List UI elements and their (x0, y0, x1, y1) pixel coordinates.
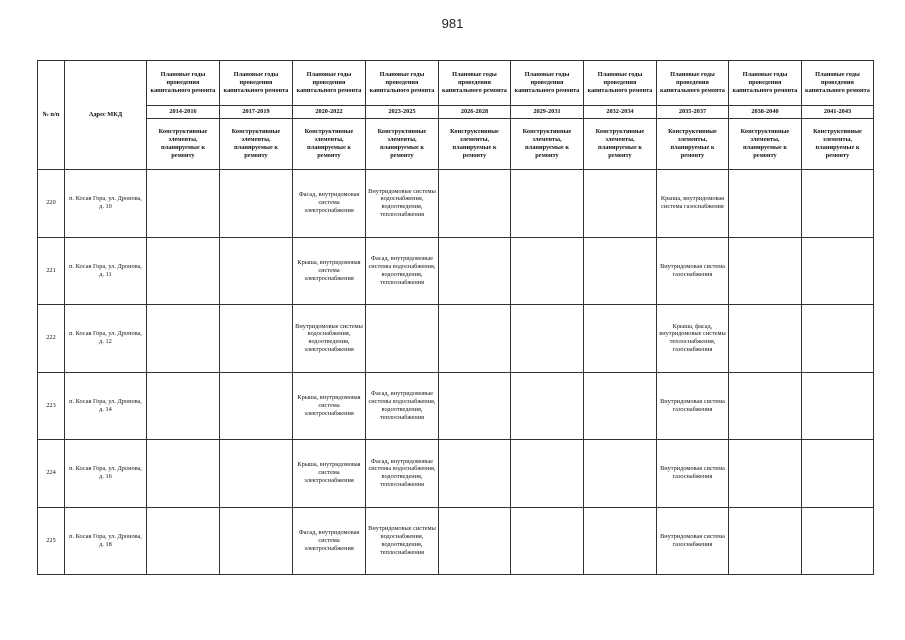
header-period: Плановые годы проведения капитального ремонта (657, 61, 729, 106)
table-row (38, 440, 874, 508)
cell-works (511, 305, 584, 373)
row-address: п. Косая Гора, ул. Дронова, д. 12 (65, 305, 147, 373)
cell-works (439, 305, 511, 373)
row-address: п. Косая Гора, ул. Дронова, д. 18 (65, 507, 147, 575)
row-address: п. Косая Гора, ул. Дронова, д. 14 (65, 372, 147, 440)
cell-works (802, 170, 874, 238)
row-address: п. Косая Гора, ул. Дронова, д. 16 (65, 440, 147, 508)
cell-works: Внутридомовые системы водоснабжения, водоотведения, электроснабжения (293, 305, 366, 373)
cell-works (511, 237, 584, 305)
cell-works (802, 440, 874, 508)
header-elements: Конструктивные элементы, планируемые к ремонту (366, 119, 439, 170)
header-elements: Конструктивные элементы, планируемые к ремонту (147, 119, 220, 170)
cell-works (147, 305, 220, 373)
row-number: 225 (38, 507, 65, 575)
cell-works: Внутридомовая система газоснабжения (657, 440, 729, 508)
cell-works (439, 170, 511, 238)
table-row (38, 170, 874, 238)
cell-works: Крыша, внутридомовая система газоснабжения (657, 170, 729, 238)
header-row-period (38, 61, 874, 106)
header-elements: Конструктивные элементы, планируемые к ремонту (293, 119, 366, 170)
cell-works (584, 237, 657, 305)
row-number: 220 (38, 170, 65, 238)
cell-works (147, 372, 220, 440)
cell-works (220, 237, 293, 305)
cell-works (439, 237, 511, 305)
header-elements: Конструктивные элементы, планируемые к ремонту (729, 119, 802, 170)
header-row-elements (38, 119, 874, 170)
header-elements: Конструктивные элементы, планируемые к ремонту (220, 119, 293, 170)
cell-works (584, 507, 657, 575)
cell-works (147, 237, 220, 305)
cell-works: Крыша, фасад, внутридомовые системы теплоснабжения, газоснабжения (657, 305, 729, 373)
cell-works: Крыша, внутридомовая система электроснабжения (293, 372, 366, 440)
table-row (38, 372, 874, 440)
cell-works: Внутридомовая система газоснабжения (657, 237, 729, 305)
header-period: Плановые годы проведения капитального ремонта (802, 61, 874, 106)
header-period: Плановые годы проведения капитального ремонта (729, 61, 802, 106)
cell-works (802, 507, 874, 575)
cell-works (147, 507, 220, 575)
cell-works (729, 440, 802, 508)
cell-works (220, 305, 293, 373)
header-elements: Конструктивные элементы, планируемые к ремонту (802, 119, 874, 170)
header-year-range: 2029-2031 (511, 106, 584, 119)
cell-works (584, 372, 657, 440)
cell-works (802, 237, 874, 305)
row-number: 221 (38, 237, 65, 305)
cell-works (584, 440, 657, 508)
cell-works: Внутридомовая система газоснабжения (657, 507, 729, 575)
cell-works (439, 372, 511, 440)
page-number: 981 (441, 16, 464, 31)
cell-works: Фасад, внутридомовая система электроснабжения (293, 170, 366, 238)
cell-works (511, 372, 584, 440)
row-address: п. Косая Гора, ул. Дронова, д. 11 (65, 237, 147, 305)
cell-works (729, 170, 802, 238)
cell-works (511, 440, 584, 508)
cell-works (220, 372, 293, 440)
header-year-range: 2035-2037 (657, 106, 729, 119)
cell-works: Внутридомовая система газоснабжения (657, 372, 729, 440)
cell-works (439, 440, 511, 508)
cell-works (220, 170, 293, 238)
header-elements: Конструктивные элементы, планируемые к ремонту (657, 119, 729, 170)
header-elements: Конструктивные элементы, планируемые к ремонту (584, 119, 657, 170)
cell-works (439, 507, 511, 575)
header-period: Плановые годы проведения капитального ремонта (366, 61, 439, 106)
header-period: Плановые годы проведения капитального ремонта (220, 61, 293, 106)
header-elements: Конструктивные элементы, планируемые к ремонту (439, 119, 511, 170)
cell-works (802, 305, 874, 373)
cell-works: Фасад, внутридомовые системы водоснабжения, водоотведения, теплоснабжения (366, 440, 439, 508)
header-year-range: 2017-2019 (220, 106, 293, 119)
cell-works (729, 507, 802, 575)
cell-works (729, 237, 802, 305)
header-row-years (38, 106, 874, 119)
cell-works (147, 440, 220, 508)
cell-works (729, 372, 802, 440)
row-address: п. Косая Гора, ул. Дронова, д. 10 (65, 170, 147, 238)
cell-works (511, 507, 584, 575)
cell-works: Фасад, внутридомовые системы водоснабжения, водоотведения, теплоснабжения (366, 372, 439, 440)
cell-works (366, 305, 439, 373)
cell-works: Внутридомовые системы водоснабжения, водоотведения, теплоснабжения (366, 170, 439, 238)
row-number: 222 (38, 305, 65, 373)
table-row (38, 305, 874, 373)
header-address: Адрес МКД (65, 61, 147, 170)
capital-repair-schedule-table (37, 60, 874, 575)
cell-works (220, 507, 293, 575)
header-year-range: 2032-2034 (584, 106, 657, 119)
row-number: 223 (38, 372, 65, 440)
header-year-range: 2014-2016 (147, 106, 220, 119)
header-year-range: 2038-2040 (729, 106, 802, 119)
header-period: Плановые годы проведения капитального ремонта (439, 61, 511, 106)
header-period: Плановые годы проведения капитального ремонта (584, 61, 657, 106)
header-year-range: 2023-2025 (366, 106, 439, 119)
header-period: Плановые годы проведения капитального ремонта (293, 61, 366, 106)
header-elements: Конструктивные элементы, планируемые к ремонту (511, 119, 584, 170)
header-year-range: 2020-2022 (293, 106, 366, 119)
cell-works (802, 372, 874, 440)
cell-works (584, 170, 657, 238)
table-row (38, 237, 874, 305)
cell-works: Внутридомовые системы водоснабжения, водоотведения, теплоснабжения (366, 507, 439, 575)
cell-works: Фасад, внутридомовая система электроснабжения (293, 507, 366, 575)
header-year-range: 2041-2043 (802, 106, 874, 119)
header-num: № п/п (38, 61, 65, 170)
cell-works (220, 440, 293, 508)
header-period: Плановые годы проведения капитального ремонта (147, 61, 220, 106)
header-period: Плановые годы проведения капитального ремонта (511, 61, 584, 106)
row-number: 224 (38, 440, 65, 508)
header-year-range: 2026-2028 (439, 106, 511, 119)
cell-works (511, 170, 584, 238)
cell-works: Крыша, внутридомовая система электроснабжения (293, 440, 366, 508)
cell-works (729, 305, 802, 373)
cell-works: Фасад, внутридомовые системы водоснабжения, водоотведения, теплоснабжения (366, 237, 439, 305)
cell-works (584, 305, 657, 373)
cell-works (147, 170, 220, 238)
table-row (38, 507, 874, 575)
cell-works: Крыша, внутридомовая система электроснабжения (293, 237, 366, 305)
